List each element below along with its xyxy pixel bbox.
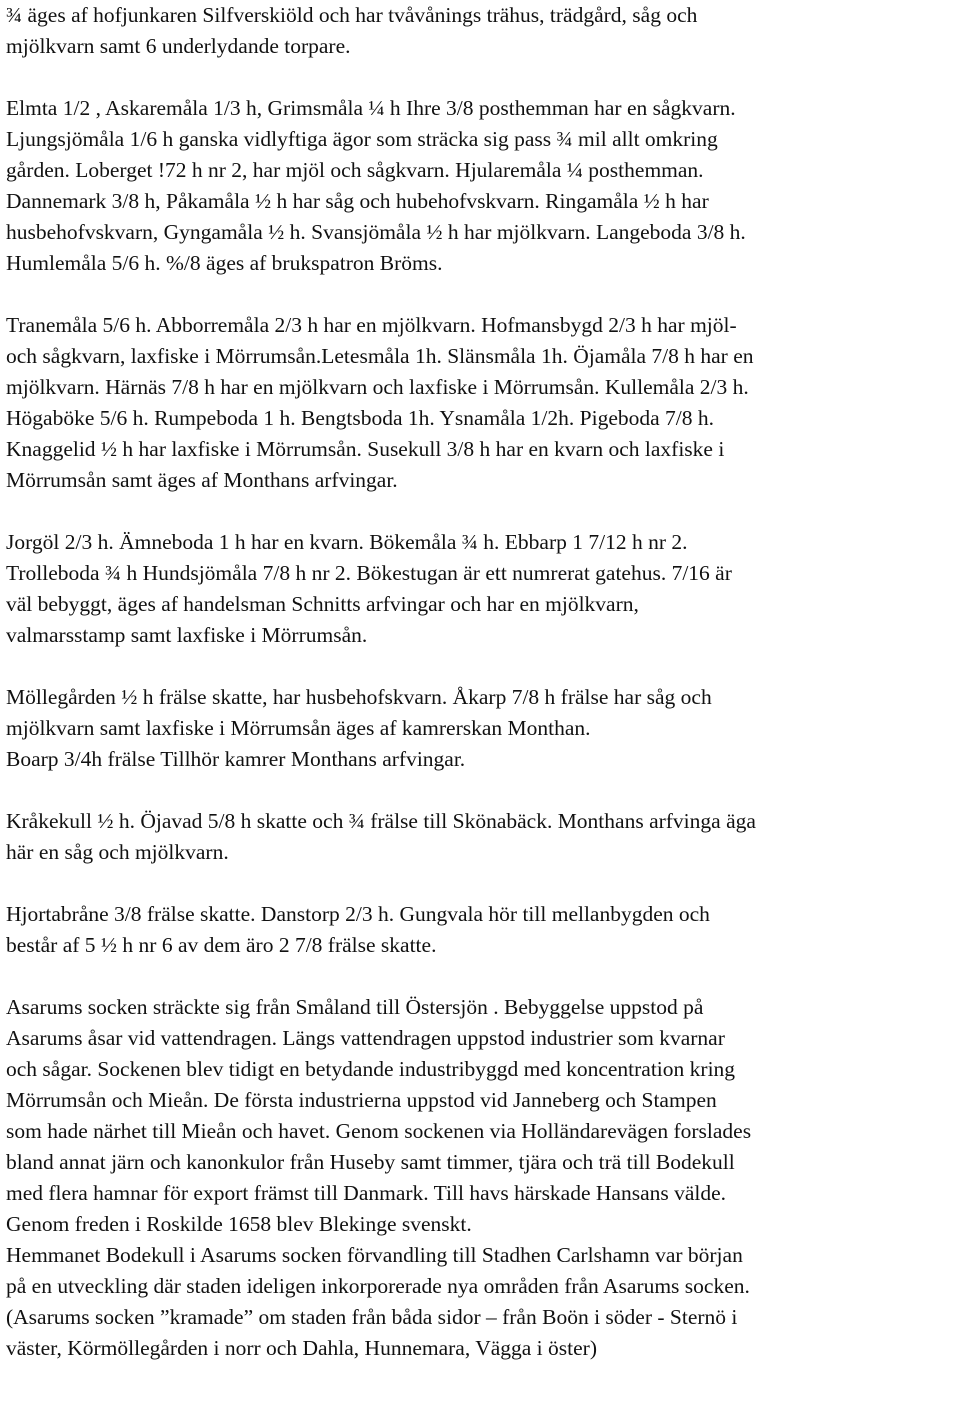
text-line: mjölkvarn. Härnäs 7/8 h har en mjölkvarn och laxfiske i Mörrumsån. Kullemåla 2/3 h. (6, 375, 749, 399)
text-line: Boarp 3/4h frälse Tillhör kamrer Monthans arfvingar. (6, 747, 466, 771)
text-line: som hade närhet till Mieån och havet. Genom sockenen via Holländarevägen forslades (6, 1119, 752, 1143)
text-line: husbehofvskvarn, Gyngamåla ½ h. Svansjömåla ½ h har mjölkvarn. Langeboda 3/8 h. (6, 220, 746, 244)
text-line: mjölkvarn samt laxfiske i Mörrumsån äges af kamrerskan Monthan. (6, 716, 591, 740)
text-line: Mörrumsån samt äges af Monthans arfvingar. (6, 468, 398, 492)
text-line: Humlemåla 5/6 h. %/8 äges af brukspatron Bröms. (6, 251, 443, 275)
text-line: Kråkekull ½ h. Öjavad 5/8 h skatte och ¾ frälse till Skönabäck. Monthans arfvinga äga (6, 809, 756, 833)
blank-line (6, 496, 956, 527)
text-line: Tranemåla 5/6 h. Abborremåla 2/3 h har en mjölkvarn. Hofmansbygd 2/3 h har mjöl- (6, 313, 737, 337)
text-line: här en såg och mjölkvarn. (6, 840, 229, 864)
text-line: och sågkvarn, laxfiske i Mörrumsån.Letesmåla 1h. Slänsmåla 1h. Öjamåla 7/8 h har en (6, 344, 754, 368)
text-line: Asarums socken sträckte sig från Småland till Östersjön . Bebyggelse uppstod på (6, 995, 704, 1019)
text-line: består af 5 ½ h nr 6 av dem äro 2 7/8 frälse skatte. (6, 933, 437, 957)
blank-line (6, 62, 956, 93)
text-line: gården. Loberget !72 h nr 2, har mjöl och sågkvarn. Hjularemåla ¼ posthemman. (6, 158, 704, 182)
text-line: (Asarums socken ”kramade” om staden från båda sidor – från Boön i söder - Sternö i (6, 1305, 738, 1329)
text-line: mjölkvarn samt 6 underlydande torpare. (6, 34, 351, 58)
text-line: Trolleboda ¾ h Hundsjömåla 7/8 h nr 2. Bökestugan är ett numrerat gatehus. 7/16 är (6, 561, 732, 585)
text-line: Ljungsjömåla 1/6 h ganska vidlyftiga ägor som sträcka sig pass ¾ mil allt omkring (6, 127, 718, 151)
text-line: Mörrumsån och Mieån. De första industrierna uppstod vid Janneberg och Stampen (6, 1088, 717, 1112)
blank-line (6, 651, 956, 682)
blank-line (6, 279, 956, 310)
text-line: Asarums åsar vid vattendragen. Längs vattendragen uppstod industrier som kvarnar (6, 1026, 725, 1050)
blank-line (6, 775, 956, 806)
text-line: och sågar. Sockenen blev tidigt en betydande industribyggd med koncentration kring (6, 1057, 736, 1081)
text-line: Knaggelid ½ h har laxfiske i Mörrumsån. Susekull 3/8 h har en kvarn och laxfiske i (6, 437, 725, 461)
text-line: bland annat järn och kanonkulor från Huseby samt timmer, tjära och trä till Bodekull (6, 1150, 735, 1174)
text-line: Hjortabråne 3/8 frälse skatte. Danstorp 2/3 h. Gungvala hör till mellanbygden och (6, 902, 710, 926)
text-line: valmarsstamp samt laxfiske i Mörrumsån. (6, 623, 368, 647)
text-line: Möllegården ½ h frälse skatte, har husbehofskvarn. Åkarp 7/8 h frälse har såg och (6, 685, 712, 709)
text-line: Högaböke 5/6 h. Rumpeboda 1 h. Bengtsboda 1h. Ysnamåla 1/2h. Pigeboda 7/8 h. (6, 406, 715, 430)
text-line: på en utveckling där staden ideligen inkorporerade nya områden från Asarums socken. (6, 1274, 750, 1298)
text-line: med flera hamnar för export främst till Danmark. Till havs härskade Hansans välde. (6, 1181, 727, 1205)
text-line: väl bebyggt, äges af handelsman Schnitts arfvingar och har en mjölkvarn, (6, 592, 639, 616)
document-page (6, 0, 956, 1364)
text-line: Dannemark 3/8 h, Påkamåla ½ h har såg och hubehofvskvarn. Ringamåla ½ h har (6, 189, 709, 213)
text-line: Hemmanet Bodekull i Asarums socken förvandling till Stadhen Carlshamn var början (6, 1243, 743, 1267)
text-line: Jorgöl 2/3 h. Ämneboda 1 h har en kvarn. Bökemåla ¾ h. Ebbarp 1 7/12 h nr 2. (6, 530, 688, 554)
text-line: ¾ äges af hofjunkaren Silfverskiöld och har tvåvånings trähus, trädgård, såg och (6, 3, 698, 27)
text-line: väster, Körmöllegården i norr och Dahla, Hunnemara, Vägga i öster) (6, 1336, 597, 1360)
blank-line (6, 961, 956, 992)
text-line: Genom freden i Roskilde 1658 blev Blekinge svenskt. (6, 1212, 472, 1236)
blank-line (6, 868, 956, 899)
text-line: Elmta 1/2 , Askaremåla 1/3 h, Grimsmåla ¼ h Ihre 3/8 posthemman har en sågkvarn. (6, 96, 736, 120)
